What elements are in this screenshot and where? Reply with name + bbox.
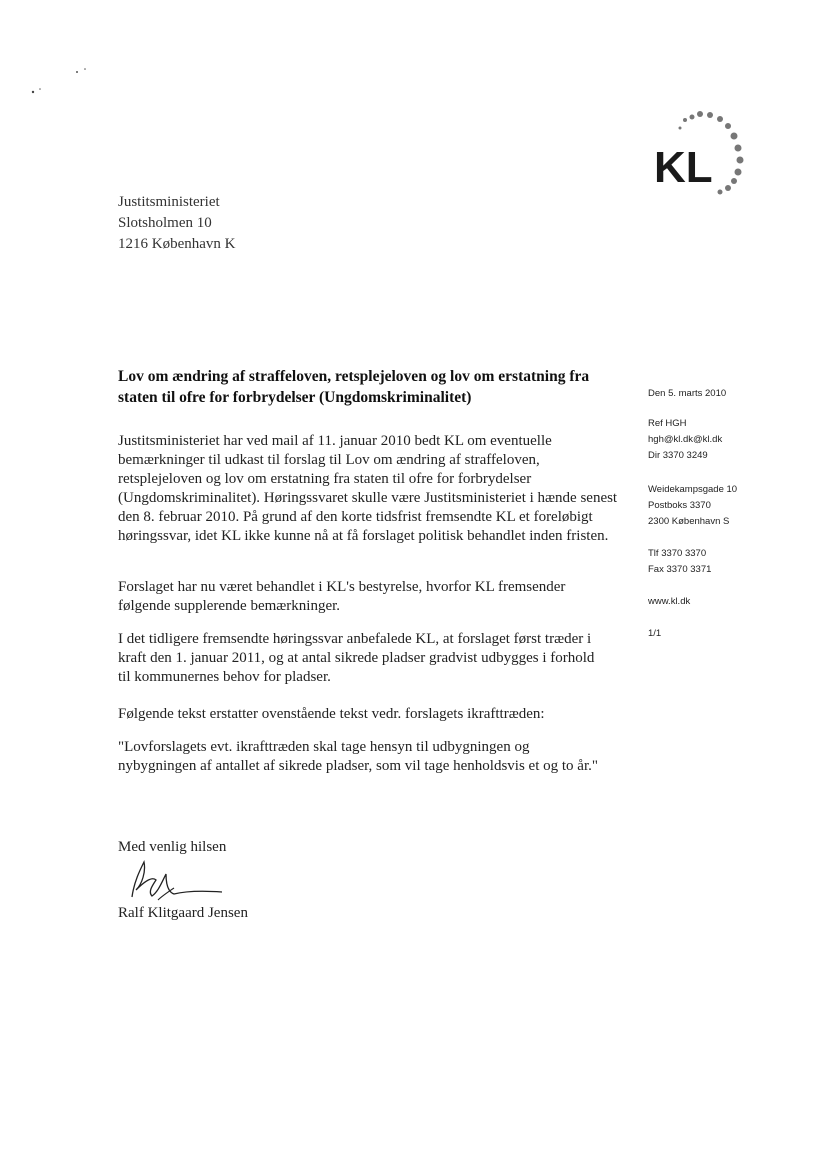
svg-text:KL: KL — [654, 143, 713, 192]
closing-greeting: Med venlig hilsen — [118, 839, 227, 855]
telephone: Tlf 3370 3370 — [648, 548, 707, 559]
postal-city: 2300 København S — [648, 516, 730, 527]
letter-date: Den 5. marts 2010 — [648, 388, 727, 399]
letter-subject: Lov om ændring af straffeloven, retsplejeloven og lov om erstatning fra staten til ofre for forbrydelser (Ungdomskriminalitet) — [118, 368, 590, 406]
reference: Ref HGH — [648, 418, 687, 429]
body-paragraph-1: Justitsministeriet har ved mail af 11. januar 2010 bedt KL om eventuelle bemærkninger til udkast til forslag til Lov om ændring af straffeloven, retsplejeloven og lov om erstatning fra staten til ofre for forbrydelser (Ungdomskriminalitet). Høringssvaret skulle være Justitsministeriet i hænde senest den 8. februar 2010. På grund af den korte tidsfrist fremsendte KL et foreløbigt høringssvar, idet KL ikke kunne nå at få forslaget politisk behandlet inden fristen. — [118, 433, 618, 544]
body-paragraph-5: "Lovforslagets evt. ikrafttræden skal tage hensyn til udbygningen og nybygningen af antallet af sikrede pladser, som vil tage henholdsvis et og to år." — [118, 739, 598, 774]
kl-logo-icon — [650, 108, 770, 198]
recipient-line-1: Justitsministeriet — [118, 194, 220, 210]
direct-phone: Dir 3370 3249 — [648, 450, 708, 461]
scan-specks — [25, 60, 95, 100]
phone-block — [648, 546, 711, 578]
body-paragraph-3: I det tidligere fremsendte høringssvar anbefalede KL, at forslaget først træder i kraft den 1. januar 2011, og at antal sikrede pladser gradvist udbygges i forhold til kommunernes behov for pladser. — [118, 631, 595, 685]
body-paragraph-2: Forslaget har nu været behandlet i KL's bestyrelse, hvorfor KL fremsender følgende supplerende bemærkninger. — [118, 579, 566, 614]
recipient-line-2: Slotsholmen 10 — [118, 215, 212, 231]
signatory-name: Ralf Klitgaard Jensen — [118, 905, 248, 921]
email: hgh@kl.dk@kl.dk — [648, 434, 723, 445]
recipient-line-3: 1216 København K — [118, 236, 236, 252]
body-paragraph-4: Følgende tekst erstatter ovenstående tekst vedr. forslagets ikrafttræden: — [118, 706, 545, 722]
contact-block — [648, 416, 722, 464]
postbox: Postboks 3370 — [648, 500, 711, 511]
page-number: 1/1 — [648, 628, 662, 639]
street-address: Weidekampsgade 10 — [648, 484, 738, 495]
fax: Fax 3370 3371 — [648, 564, 712, 575]
postal-address — [648, 482, 737, 530]
handwritten-signature — [122, 852, 232, 907]
kl-logo — [650, 108, 770, 198]
website: www.kl.dk — [648, 596, 691, 607]
recipient-address — [118, 192, 235, 255]
